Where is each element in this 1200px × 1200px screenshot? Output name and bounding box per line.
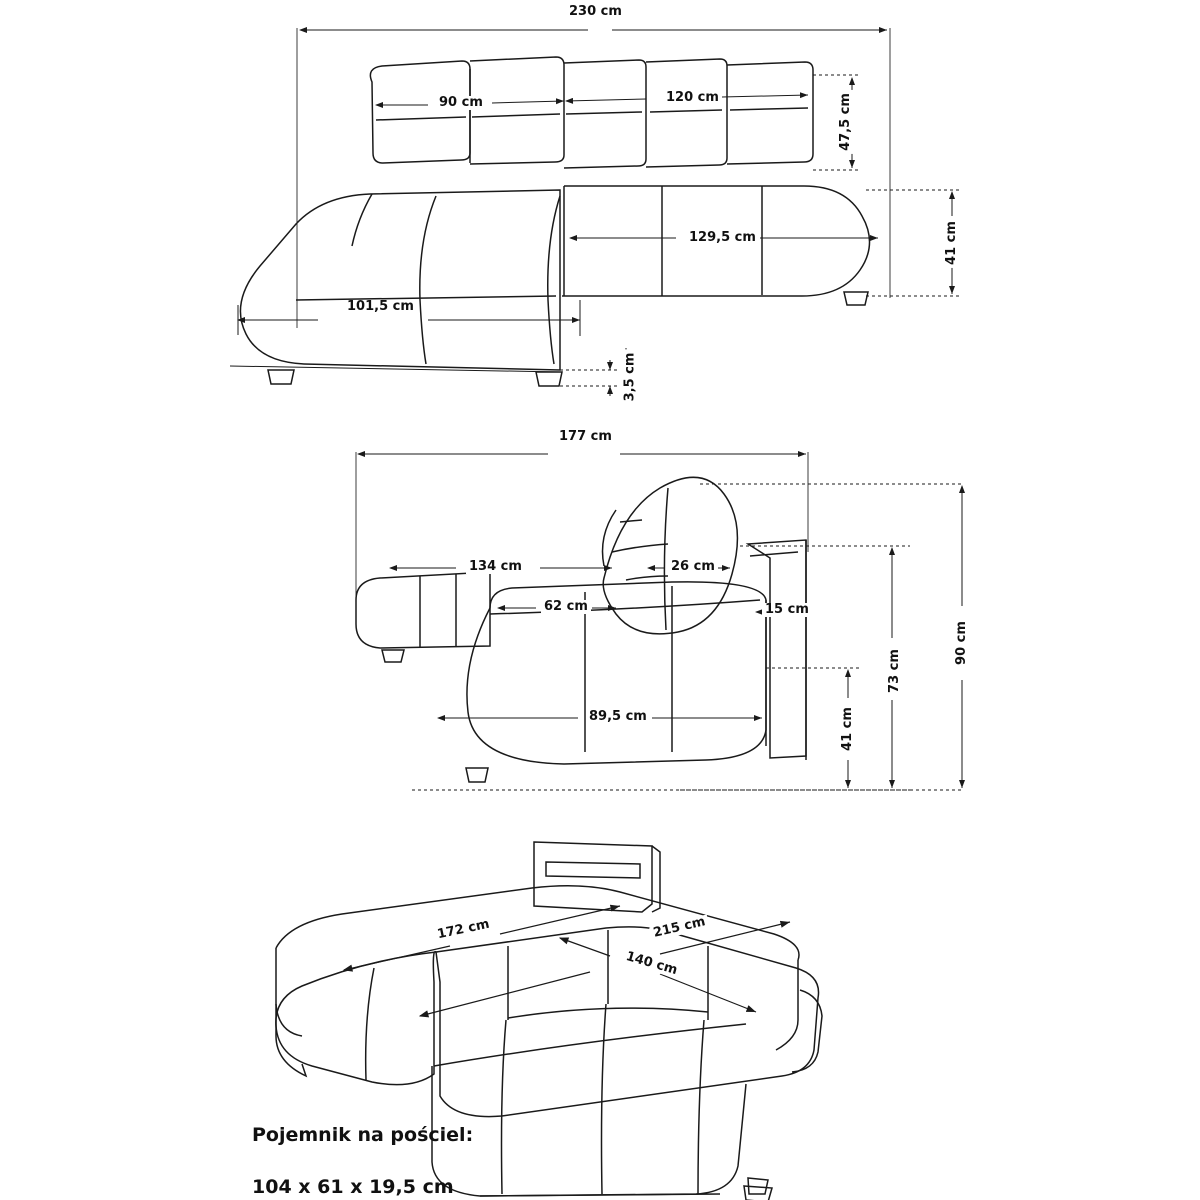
dim-front-backrest-right: 120 cm bbox=[663, 91, 722, 105]
storage-caption-line2: 104 x 61 x 19,5 cm bbox=[252, 1176, 454, 1198]
dim-front-seat-height: 41 cm bbox=[945, 218, 959, 268]
dim-side-seat-depth: 89,5 cm bbox=[586, 710, 650, 724]
dim-side-total-height: 90 cm bbox=[955, 618, 969, 668]
front-view-dimension-lines bbox=[238, 28, 962, 402]
bed-view-dimension-lines bbox=[344, 906, 790, 1016]
dim-side-cushion-depth: 62 cm bbox=[541, 600, 591, 614]
side-view-sofa-outline bbox=[356, 477, 806, 782]
dim-front-backrest-left: 90 cm bbox=[436, 96, 486, 110]
dim-side-armrest-width: 15 cm bbox=[762, 603, 812, 617]
dim-front-leg-height: 3,5 cm bbox=[623, 350, 637, 405]
storage-caption-line1: Pojemnik na pościel: bbox=[252, 1124, 474, 1146]
dim-side-backrest-top-height: 73 cm bbox=[888, 646, 902, 696]
front-view-sofa-outline bbox=[230, 57, 870, 386]
dim-side-chaise-depth: 134 cm bbox=[466, 560, 525, 574]
dim-bed-length-short: 172 cm bbox=[433, 917, 494, 943]
dim-front-total-width: 230 cm bbox=[566, 5, 625, 19]
dim-side-seat-height: 41 cm bbox=[841, 704, 855, 754]
dim-front-backrest-height: 47,5 cm bbox=[839, 90, 853, 154]
side-view-dimension-lines bbox=[356, 452, 964, 790]
dim-side-backrest-thickness: 26 cm bbox=[668, 560, 718, 574]
dim-front-chaise-width: 101,5 cm bbox=[344, 300, 417, 314]
dim-side-total-depth: 177 cm bbox=[556, 430, 615, 444]
dim-bed-length-long: 215 cm bbox=[649, 915, 710, 942]
dim-bed-width: 140 cm bbox=[621, 949, 681, 979]
storage-caption bbox=[252, 1096, 473, 1200]
dim-front-seat-right-width: 129,5 cm bbox=[686, 231, 759, 245]
